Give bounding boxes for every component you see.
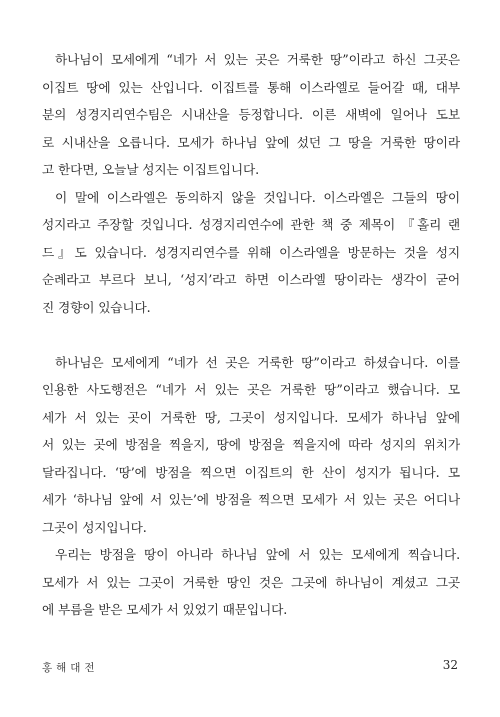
text-line: 에 부름을 받은 모세가 서 있었기 때문입니다. bbox=[42, 602, 288, 617]
text-line: 그곳이 성지입니다. bbox=[42, 519, 147, 535]
running-footer-title: 홍해대전 bbox=[42, 662, 99, 674]
page-number: 32 bbox=[442, 658, 458, 672]
text-line: 고 한다면, 오늘날 성지는 이집트입니다. bbox=[42, 162, 259, 177]
text-line: 진 경향이 있습니다. bbox=[42, 299, 151, 315]
page-body bbox=[42, 46, 460, 624]
section-gap bbox=[42, 321, 460, 349]
text-line: 순례라고 부르다 보니, ‘성지’라고 하면 이스라엘 땅이라는 생각이 굳어 bbox=[42, 272, 460, 287]
text-line: 이 말에 이스라엘은 동의하지 않을 것입니다. 이스라엘은 그들의 땅이 bbox=[55, 189, 460, 205]
paragraph-2 bbox=[42, 184, 460, 322]
text-line: 하나님이 모세에게 “네가 서 있는 곳은 거룩한 땅”이라고 하신 그곳은 bbox=[55, 52, 460, 67]
text-line: 이집트 땅에 있는 산입니다. 이집트를 통해 이스라엘로 들어갈 때, 대부 bbox=[42, 79, 460, 95]
text-line: 분의 성경지리연수팀은 시내산을 등정합니다. 이른 새벽에 일어나 도보 bbox=[42, 107, 460, 122]
text-line: 서 있는 곳에 방점을 찍을지, 땅에 방점을 찍을지에 따라 성지의 위치가 bbox=[42, 437, 460, 452]
text-line: 인용한 사도행전은 “네가 서 있는 곳은 거룩한 땅”이라고 했습니다. 모 bbox=[42, 382, 460, 397]
paragraph-3 bbox=[42, 349, 460, 542]
text-line: 우리는 방점을 땅이 아니라 하나님 앞에 서 있는 모세에게 찍습니다. bbox=[55, 547, 460, 562]
text-line: 달라집니다. ‘땅’에 방점을 찍으면 이집트의 한 산이 성지가 됩니다. 모 bbox=[42, 464, 460, 480]
paragraph-4 bbox=[42, 541, 460, 624]
text-line: 세가 서 있는 곳이 거룩한 땅, 그곳이 성지입니다. 모세가 하나님 앞에 bbox=[42, 409, 460, 425]
text-line: 세가 ‘하나님 앞에 서 있는’에 방점을 찍으면 모세가 서 있는 곳은 어디나 bbox=[42, 492, 460, 507]
text-line: 모세가 서 있는 그곳이 거룩한 땅인 것은 그곳에 하나님이 계셨고 그곳 bbox=[42, 574, 460, 590]
text-line: 로 시내산을 오릅니다. 모세가 하나님 앞에 섰던 그 땅을 거룩한 땅이라 bbox=[42, 134, 460, 150]
text-line: 성지라고 주장할 것입니다. 성경지리연수에 관한 책 중 제목이 『홀리 랜 bbox=[42, 217, 460, 232]
paragraph-1 bbox=[42, 46, 460, 184]
text-line: 하나님은 모세에게 “네가 선 곳은 거룩한 땅”이라고 하셨습니다. 이를 bbox=[55, 354, 460, 370]
text-line: 드』도 있습니다. 성경지리연수를 위해 이스라엘을 방문하는 것을 성지 bbox=[42, 244, 460, 260]
